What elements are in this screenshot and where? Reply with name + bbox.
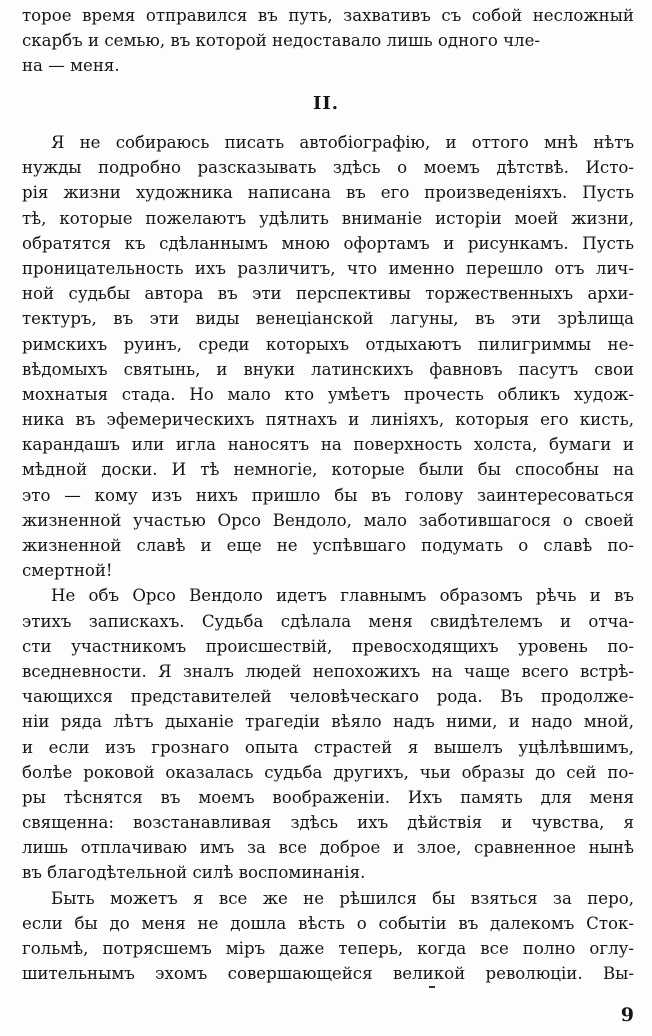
chapter-heading: II. xyxy=(312,93,340,114)
text-line: торое время отправился въ путь, захвативъ съ собой несложный скарбъ и семью, въ которой недоставало лишь одного чле- xyxy=(22,6,634,51)
text-line: болѣе роковой оказалась судьба другихъ, чьи образы до сей по- xyxy=(22,762,634,782)
page-number: 9 xyxy=(620,1004,634,1026)
text-line: тектуръ, въ эти виды венеціанской лагуны, въ эти зрѣлища xyxy=(22,309,634,329)
text-line: гольмѣ, потрясшемъ міръ даже теперь, когда все полно оглу- xyxy=(22,939,634,958)
print-speck xyxy=(429,986,435,988)
text-line: жизненной участью Орсо Вендоло, мало заботившагося о своей xyxy=(22,510,634,530)
opening-text xyxy=(22,3,634,79)
text-line: въ благодѣтельной силѣ воспоминанія. xyxy=(22,863,366,883)
text-line: и если изъ грознаго опыта страстей я вышелъ уцѣлѣвшимъ, xyxy=(22,737,634,757)
text-line: смертной! xyxy=(22,561,113,581)
text-line: Быть можетъ я все же не рѣшился бы взяться за перо, xyxy=(51,888,634,908)
text-line: сти участникомъ происшествій, превосходящихъ уровень по- xyxy=(22,636,634,656)
text-line: нужды подробно разсказывать здѣсь о моемъ дѣтствѣ. Исто- xyxy=(22,158,634,178)
text-line: проницательность ихъ различитъ, что именно перешло отъ лич- xyxy=(22,258,634,278)
text-line: ника въ эфемерическихъ пятнахъ и линіяхъ, которыя его кисть, xyxy=(22,410,634,430)
paragraph-1 xyxy=(22,130,634,986)
text-line: если бы до меня не дошла вѣсть о событіи въ далекомъ Сток- xyxy=(22,913,634,933)
text-line: вседневности. Я зналъ людей непохожихъ на чаще всего встрѣ- xyxy=(22,661,634,681)
text-line: рія жизни художника написана въ его произведеніяхъ. Пусть xyxy=(22,183,634,203)
text-line: ной судьбы автора въ эти перспективы торжественныхъ архи- xyxy=(22,284,634,304)
text-line: лишь отплачиваю имъ за все доброе и злое, сравненное нынѣ xyxy=(22,838,634,858)
text-line: этихъ запискахъ. Судьба сдѣлала меня свидѣтелемъ и отча- xyxy=(22,611,634,631)
text-line: карандашъ или игла наносятъ на поверхность холста, бумаги и xyxy=(22,435,634,455)
text-line: римскихъ руинъ, среди которыхъ отдыхаютъ пилигриммы не- xyxy=(22,334,634,354)
text-line: обратятся къ сдѣланнымъ мною офортамъ и рисункамъ. Пусть xyxy=(22,233,634,253)
text-line: тѣ, которые пожелаютъ удѣлить вниманіе исторіи моей жизни, xyxy=(22,208,634,228)
text-line: священна: возстанавливая здѣсь ихъ дѣйствія и чувства, я xyxy=(22,813,634,833)
text-line: вѣдомыхъ святынь, и внуки латинскихъ фавновъ пасутъ свои xyxy=(22,359,634,379)
text-line: ніи ряда лѣтъ дыханіе трагедіи вѣяло надъ ними, и надо мной, xyxy=(22,712,634,732)
text-line: жизненной славѣ и еще не успѣвшаго подумать о славѣ по- xyxy=(22,536,634,555)
text-line: это — кому изъ нихъ пришло бы въ голову заинтересоваться xyxy=(22,485,634,505)
text-line: ры тѣснятся въ моемъ воображеніи. Ихъ память для меня xyxy=(22,787,634,807)
text-line: Не объ Орсо Вендоло идетъ главнымъ образомъ рѣчь и въ xyxy=(51,586,634,606)
text-line: на — меня. xyxy=(22,56,120,76)
text-line: Я не собираюсь писать автобіографію, и оттого мнѣ нѣтъ xyxy=(51,133,634,152)
text-line: мохнатыя стада. Но мало кто умѣетъ прочесть обликъ худож- xyxy=(22,384,634,404)
text-line: шительнымъ эхомъ совершающейся великой революціи. Вы- xyxy=(22,964,634,984)
text-line: мѣдной доски. И тѣ немногіе, которые были бы способны на xyxy=(22,460,634,480)
text-line: чающихся представителей человѣческаго рода. Въ продолже- xyxy=(22,687,634,707)
